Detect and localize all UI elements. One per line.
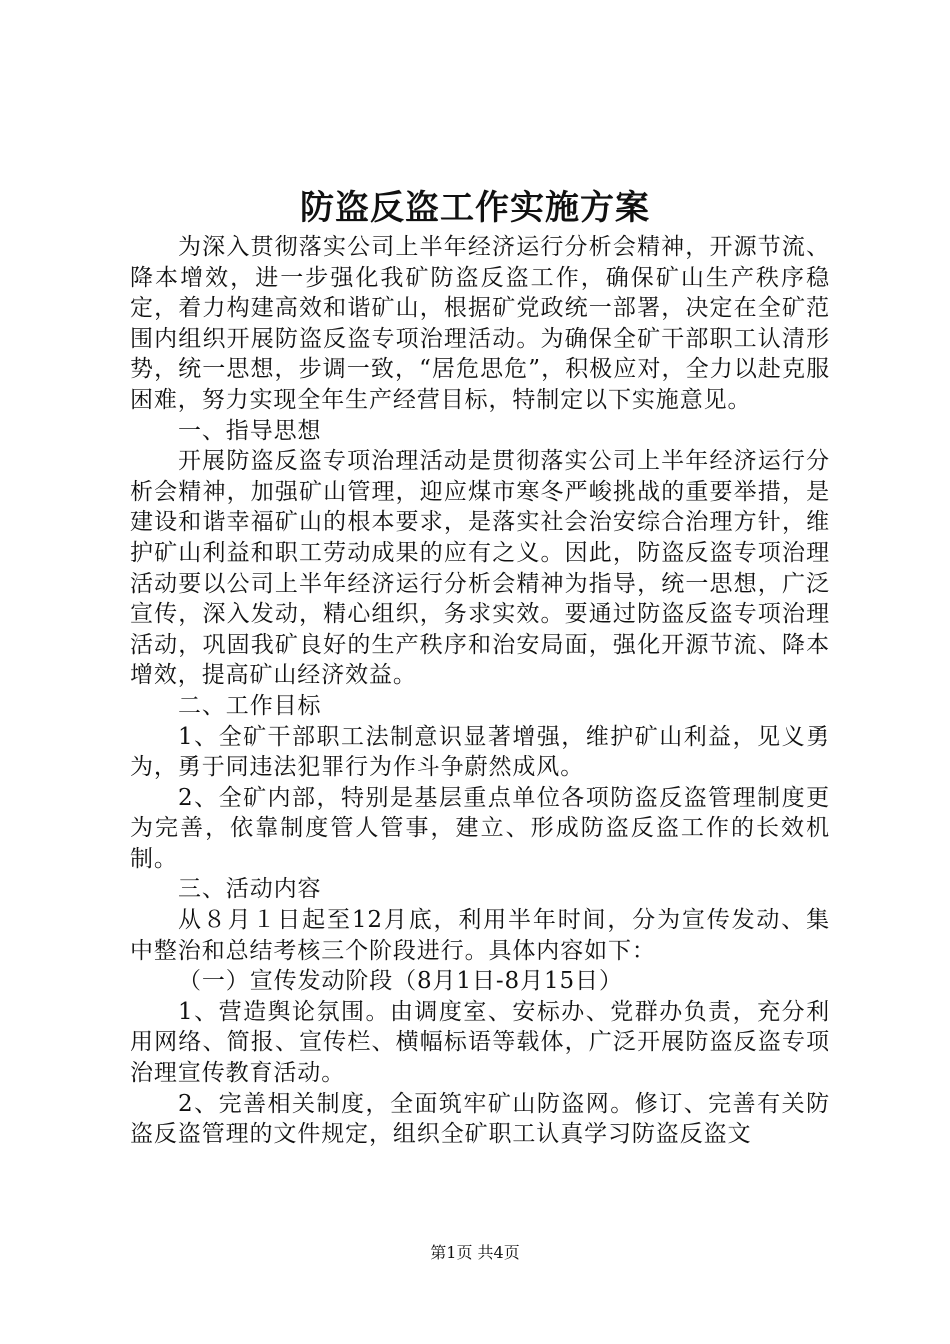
document-body (130, 232, 830, 1150)
paragraph-activity-schedule: 从８月１日起至12月底，利用半年时间，分为宣传发动、集中整治和总结考核三个阶段进行。具体内容如下： (130, 907, 830, 964)
paragraph-goal-2: 2、全矿内部，特别是基层重点单位各项防盗反盗管理制度更为完善，依靠制度管人管事，建立、形成防盗反盗工作的长效机制。 (130, 784, 830, 872)
paragraph-goal-1: 1、全矿干部职工法制意识显著增强，维护矿山利益，见义勇为，勇于同违法犯罪行为作斗争蔚然成风。 (130, 723, 830, 781)
page-footer: 第1页 共4页 (430, 1243, 520, 1262)
section-heading-guiding-thought: 一、指导思想 (178, 417, 322, 444)
paragraph-publicity-item-1: 1、营造舆论氛围。由调度室、安标办、党群办负责，充分利用网络、简报、宣传栏、横幅标语等载体，广泛开展防盗反盗专项治理宣传教育活动。 (130, 998, 830, 1087)
paragraph-publicity-item-2: 2、完善相关制度，全面筑牢矿山防盗网。修订、完善有关防盗反盗管理的文件规定，组织全矿职工认真学习防盗反盗文 (130, 1090, 830, 1148)
paragraph-guiding-thought: 开展防盗反盗专项治理活动是贯彻落实公司上半年经济运行分析会精神，加强矿山管理，迎应煤市寒冬严峻挑战的重要举措，是建设和谐幸福矿山的根本要求，是落实社会治安综合治理方针，维护矿山利益和职工劳动成果的应有之义。因此，防盗反盗专项治理活动要以公司上半年经济运行分析会精神为指导，统一思想，广泛宣传，深入发动，精心组织，务求实效。要通过防盗反盗专项治理活动，巩固我矿良好的生产秩序和治安局面，强化开源节流、降本增效，提高矿山经济效益。 (130, 448, 830, 689)
document-title: 防盗反盗工作实施方案 (300, 188, 650, 228)
paragraph-intro: 为深入贯彻落实公司上半年经济运行分析会精神，开源节流、降本增效，进一步强化我矿防盗反盗工作，确保矿山生产秩序稳定，着力构建高效和谐矿山，根据矿党政统一部署，决定在全矿范围内组织开展防盗反盗专项治理活动。为确保全矿干部职工认清形势，统一思想，步调一致，“居危思危”，积极应对，全力以赴克服困难，努力实现全年生产经营目标，特制定以下实施意见。 (130, 234, 830, 413)
subsection-heading-publicity-phase: （一）宣传发动阶段（8月1日-8月15日） (178, 968, 623, 995)
section-heading-work-goals: 二、工作目标 (178, 692, 322, 719)
section-heading-activity-content: 三、活动内容 (178, 876, 322, 903)
